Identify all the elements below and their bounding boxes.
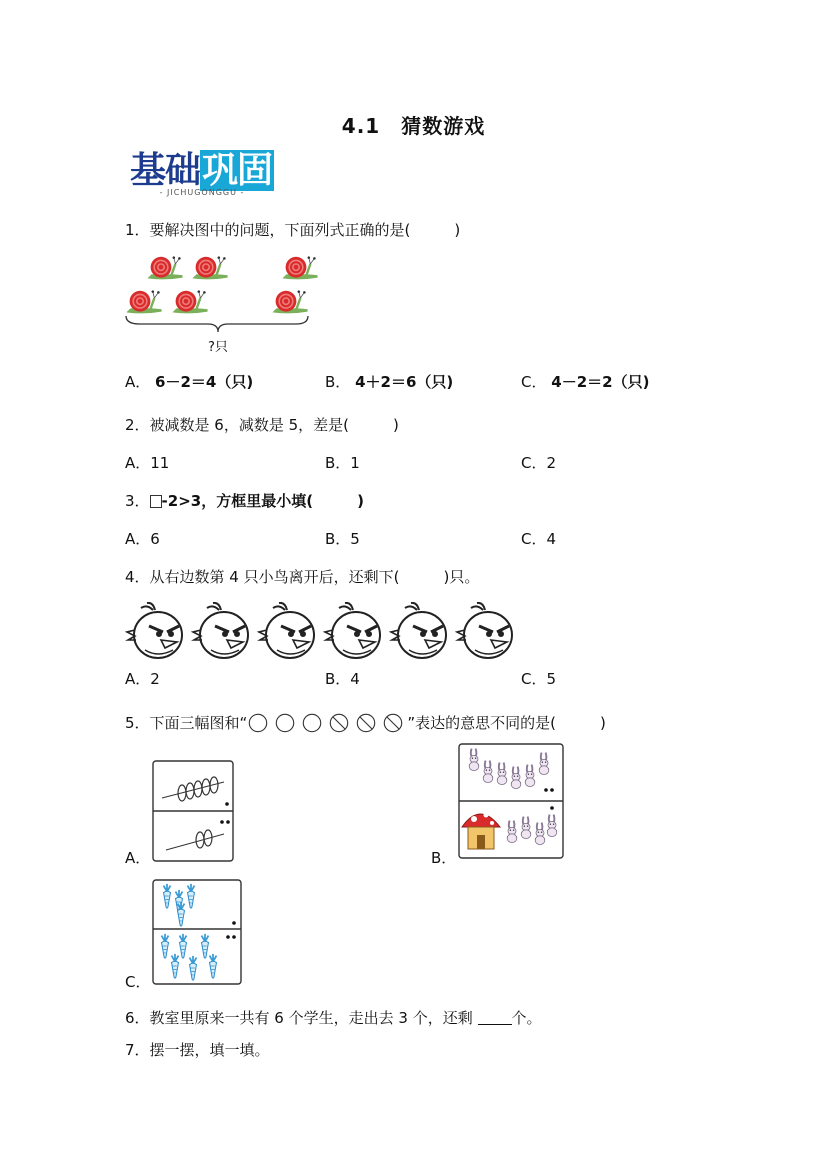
brace xyxy=(126,316,308,332)
q5-option-b[interactable]: B． xyxy=(431,849,457,867)
circle-icon xyxy=(250,714,267,731)
q2-option-b[interactable]: B．1 xyxy=(325,454,360,472)
snail-icon xyxy=(282,256,317,279)
crossed-circle-icon xyxy=(358,714,375,731)
question-5-stem: 5．下面三幅图和“ ”表达的意思不同的是( ) xyxy=(125,714,606,732)
question-4-stem: 4．从右边数第 4 只小鸟离开后，还剩下( )只。 xyxy=(125,568,480,586)
crossed-circle-icon xyxy=(385,714,402,731)
logo-subtitle: - JICHUGONGGU - xyxy=(159,188,245,197)
circle-icon xyxy=(304,714,321,731)
q2-option-c[interactable]: C．2 xyxy=(521,454,557,472)
q1-option-c[interactable]: C． 4－2＝2（只) xyxy=(521,373,650,391)
angry-bird-icon xyxy=(259,603,314,658)
answer-blank[interactable] xyxy=(478,1011,512,1025)
logo-main-a: 基础 xyxy=(130,150,201,191)
crossed-circle-icon xyxy=(331,714,348,731)
answer-box xyxy=(150,495,162,508)
angry-bird-icon xyxy=(193,603,248,658)
q4-option-a[interactable]: A．2 xyxy=(125,670,160,688)
carrot-figure xyxy=(152,879,242,985)
angry-bird-icon xyxy=(325,603,380,658)
question-2-stem: 2．被减数是 6，减数是 5，差是( ) xyxy=(125,416,399,434)
snail-icon xyxy=(147,256,182,279)
question-6-stem: 6．教室里原来一共有 6 个学生，走出去 3 个，还剩 个。 xyxy=(125,1009,542,1027)
logo-main-b: 巩固 xyxy=(202,150,273,191)
angry-bird-icon xyxy=(457,603,512,658)
q3-option-a[interactable]: A．6 xyxy=(125,530,160,548)
rabbit-figure xyxy=(458,743,564,859)
q4-option-c[interactable]: C．5 xyxy=(521,670,557,688)
q3-option-c[interactable]: C．4 xyxy=(521,530,557,548)
circle-icon xyxy=(277,714,294,731)
page-title: 4.1 猜数游戏 xyxy=(341,114,486,138)
snail-icon xyxy=(272,290,307,313)
angry-bird-icon xyxy=(391,603,446,658)
q4-option-b[interactable]: B．4 xyxy=(325,670,360,688)
question-1-figure xyxy=(120,252,320,356)
q1-option-b[interactable]: B． 4＋2＝6（只) xyxy=(325,373,454,391)
q5-option-a[interactable]: A． xyxy=(125,849,151,867)
circle-sequence xyxy=(247,712,407,732)
bird-row xyxy=(125,600,515,664)
q2-option-a[interactable]: A．11 xyxy=(125,454,170,472)
q3-option-b[interactable]: B．5 xyxy=(325,530,360,548)
question-7-stem: 7．摆一摆，填一填。 xyxy=(125,1041,270,1059)
q5-option-c[interactable]: C． xyxy=(125,973,151,991)
section-logo xyxy=(130,151,274,191)
figure-label: ?只 xyxy=(208,340,228,355)
question-1-stem: 1．要解决图中的问题，下面列式正确的是( ) xyxy=(125,221,461,239)
snail-icon xyxy=(126,290,161,313)
snail-icon xyxy=(192,256,227,279)
angry-bird-icon xyxy=(127,603,182,658)
q1-option-a[interactable]: A． 6－2＝4（只) xyxy=(125,373,254,391)
snail-icon xyxy=(172,290,207,313)
question-4-figure xyxy=(125,600,515,664)
question-3-stem: 3． -2>3，方框里最小填( ) xyxy=(125,492,364,510)
abacus-icon xyxy=(152,760,234,862)
